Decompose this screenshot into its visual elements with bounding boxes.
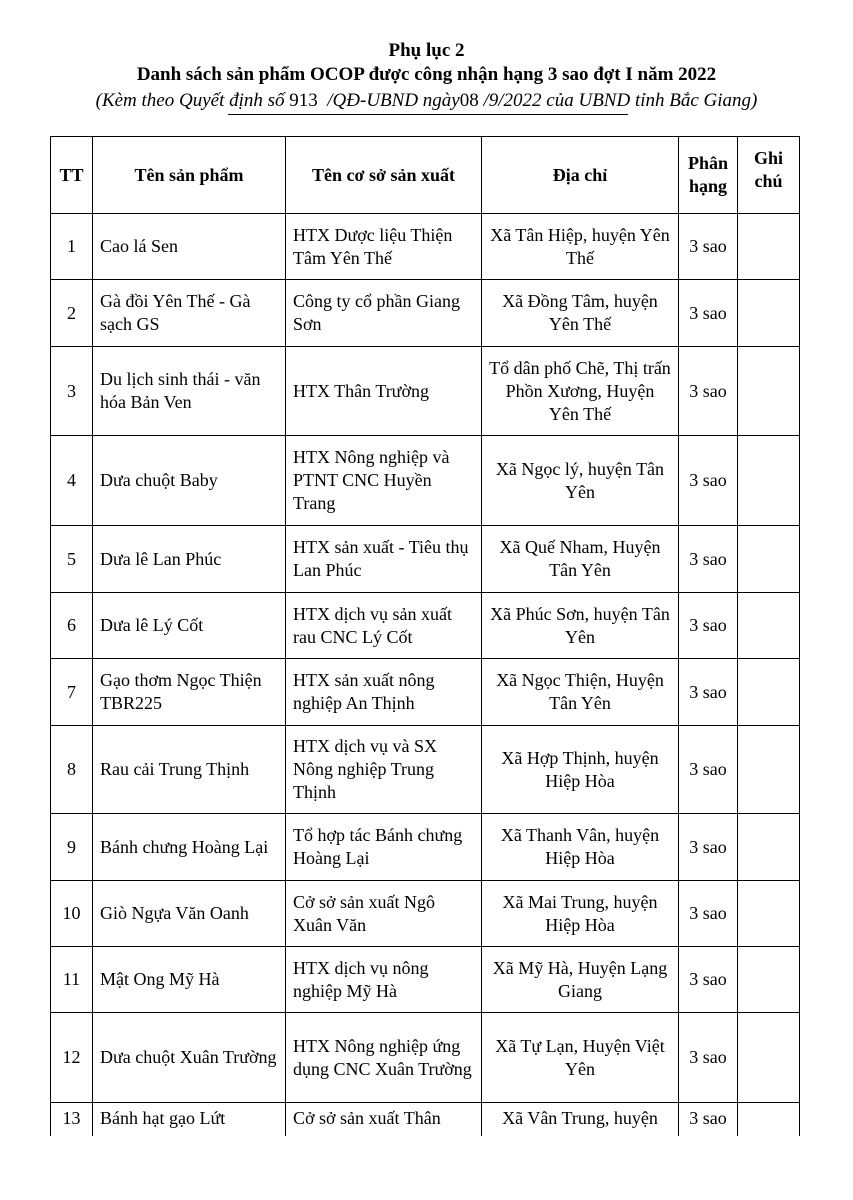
decision-middle: /QĐ-UBND ngày: [327, 90, 460, 111]
address: Xã Mỹ Hà, Huyện Lạng Giang: [482, 947, 679, 1013]
product-name: Bánh hạt gạo Lứt: [93, 1103, 286, 1163]
table-row: [51, 726, 800, 814]
row-number: 2: [51, 280, 93, 347]
rank: 3 sao: [679, 347, 738, 436]
table-row: [51, 280, 800, 347]
row-number: 1: [51, 214, 93, 280]
rank: 3 sao: [679, 814, 738, 881]
header-product: Tên sản phẩm: [93, 137, 286, 214]
note: [738, 347, 800, 436]
header-row: [51, 137, 800, 214]
rank: 3 sao: [679, 881, 738, 947]
rank: 3 sao: [679, 526, 738, 593]
header-facility: Tên cơ sở sản xuất: [286, 137, 482, 214]
product-name: Cao lá Sen: [93, 214, 286, 280]
product-name: Dưa lê Lý Cốt: [93, 593, 286, 659]
address: Xã Tân Hiệp, huyện Yên Thế: [482, 214, 679, 280]
rank: 3 sao: [679, 659, 738, 726]
note: [738, 214, 800, 280]
product-name: Du lịch sinh thái - văn hóa Bản Ven: [93, 347, 286, 436]
row-number: 9: [51, 814, 93, 881]
facility-name: HTX dịch vụ nông nghiệp Mỹ Hà: [286, 947, 482, 1013]
note: [738, 280, 800, 347]
header-address: Địa chỉ: [482, 137, 679, 214]
address: Xã Thanh Vân, huyện Hiệp Hòa: [482, 814, 679, 881]
ocop-products-table: [50, 136, 800, 1163]
row-number: 8: [51, 726, 93, 814]
rank: 3 sao: [679, 1103, 738, 1163]
product-name: Giò Ngựa Văn Oanh: [93, 881, 286, 947]
rank: 3 sao: [679, 214, 738, 280]
header-note: [738, 137, 800, 214]
facility-name: HTX Nông nghiệp và PTNT CNC Huyền Trang: [286, 436, 482, 526]
address: Xã Hợp Thịnh, huyện Hiệp Hòa: [482, 726, 679, 814]
facility-name: HTX Nông nghiệp ứng dụng CNC Xuân Trường: [286, 1013, 482, 1103]
address: Xã Đồng Tâm, huyện Yên Thế: [482, 280, 679, 347]
address: Xã Phúc Sơn, huyện Tân Yên: [482, 593, 679, 659]
note: [738, 436, 800, 526]
document-subtitle: Danh sách sản phẩm OCOP được công nhận hạng 3 sao đợt I năm 2022: [136, 64, 717, 85]
table-body: [51, 214, 800, 1163]
facility-name: HTX sản xuất - Tiêu thụ Lan Phúc: [286, 526, 482, 593]
row-number: 3: [51, 347, 93, 436]
rank: 3 sao: [679, 726, 738, 814]
header-rank-line1: Phân: [687, 153, 729, 173]
row-number: 13: [51, 1103, 93, 1163]
facility-name: HTX Thân Trường: [286, 347, 482, 436]
decision-suffix: /9/2022 của UBND tỉnh Bắc Giang): [483, 90, 758, 111]
table-row: [51, 1013, 800, 1103]
address: Xã Quế Nham, Huyện Tân Yên: [482, 526, 679, 593]
facility-name: HTX dịch vụ sản xuất rau CNC Lý Cốt: [286, 593, 482, 659]
product-name: Rau cải Trung Thịnh: [93, 726, 286, 814]
table-row: [51, 593, 800, 659]
facility-name: Cở sở sản xuất Thân: [286, 1103, 482, 1163]
decision-prefix: (Kèm theo Quyết định số: [95, 90, 285, 111]
product-name: Dưa chuột Baby: [93, 436, 286, 526]
note: [738, 1013, 800, 1103]
row-number: 7: [51, 659, 93, 726]
address: Xã Tự Lạn, Huyện Việt Yên: [482, 1013, 679, 1103]
header-tt: TT: [51, 137, 93, 214]
decision-reference: [0, 89, 853, 113]
table-row: [51, 436, 800, 526]
row-number: 6: [51, 593, 93, 659]
note: [738, 726, 800, 814]
table-row: [51, 526, 800, 593]
rank: 3 sao: [679, 947, 738, 1013]
table-row: [51, 947, 800, 1013]
table-row: [51, 659, 800, 726]
facility-name: HTX sản xuất nông nghiệp An Thịnh: [286, 659, 482, 726]
address: Tổ dân phố Chẽ, Thị trấn Phồn Xương, Huyện Yên Thế: [482, 347, 679, 436]
header-rank: [679, 137, 738, 214]
row-number: 5: [51, 526, 93, 593]
decision-number: 913: [289, 90, 318, 111]
address: Xã Mai Trung, huyện Hiệp Hòa: [482, 881, 679, 947]
note: [738, 947, 800, 1013]
note: [738, 659, 800, 726]
rank: 3 sao: [679, 593, 738, 659]
address: Xã Ngọc lý, huyện Tân Yên: [482, 436, 679, 526]
address: Xã Ngọc Thiện, Huyện Tân Yên: [482, 659, 679, 726]
table-header: [51, 137, 800, 214]
row-number: 4: [51, 436, 93, 526]
table-row: [51, 814, 800, 881]
header-note-line1: Ghi: [753, 148, 783, 168]
header-rank-line2: hạng: [688, 176, 728, 196]
row-number: 10: [51, 881, 93, 947]
table-row: [51, 214, 800, 280]
header-note-line2: chú: [754, 171, 783, 191]
page-bottom-margin: [0, 1136, 853, 1200]
facility-name: Cở sở sản xuất Ngô Xuân Văn: [286, 881, 482, 947]
table-row: [51, 881, 800, 947]
product-name: Gạo thơm Ngọc Thiện TBR225: [93, 659, 286, 726]
note: [738, 881, 800, 947]
decision-underline: [228, 114, 628, 115]
note: [738, 593, 800, 659]
facility-name: HTX dịch vụ và SX Nông nghiệp Trung Thịnh: [286, 726, 482, 814]
row-number: 12: [51, 1013, 93, 1103]
product-name: Bánh chưng Hoàng Lại: [93, 814, 286, 881]
product-name: Dưa chuột Xuân Trường: [93, 1013, 286, 1103]
product-name: Mật Ong Mỹ Hà: [93, 947, 286, 1013]
product-name: Dưa lê Lan Phúc: [93, 526, 286, 593]
rank: 3 sao: [679, 280, 738, 347]
facility-name: HTX Dược liệu Thiện Tâm Yên Thế: [286, 214, 482, 280]
note: [738, 526, 800, 593]
table-row: [51, 347, 800, 436]
rank: 3 sao: [679, 436, 738, 526]
product-name: Gà đồi Yên Thế - Gà sạch GS: [93, 280, 286, 347]
note: [738, 814, 800, 881]
address: Xã Vân Trung, huyện: [482, 1103, 679, 1163]
decision-day: 08: [459, 90, 479, 111]
facility-name: Công ty cổ phần Giang Sơn: [286, 280, 482, 347]
rank: 3 sao: [679, 1013, 738, 1103]
facility-name: Tổ hợp tác Bánh chưng Hoàng Lại: [286, 814, 482, 881]
row-number: 11: [51, 947, 93, 1013]
appendix-title: Phụ lục 2: [388, 40, 465, 61]
